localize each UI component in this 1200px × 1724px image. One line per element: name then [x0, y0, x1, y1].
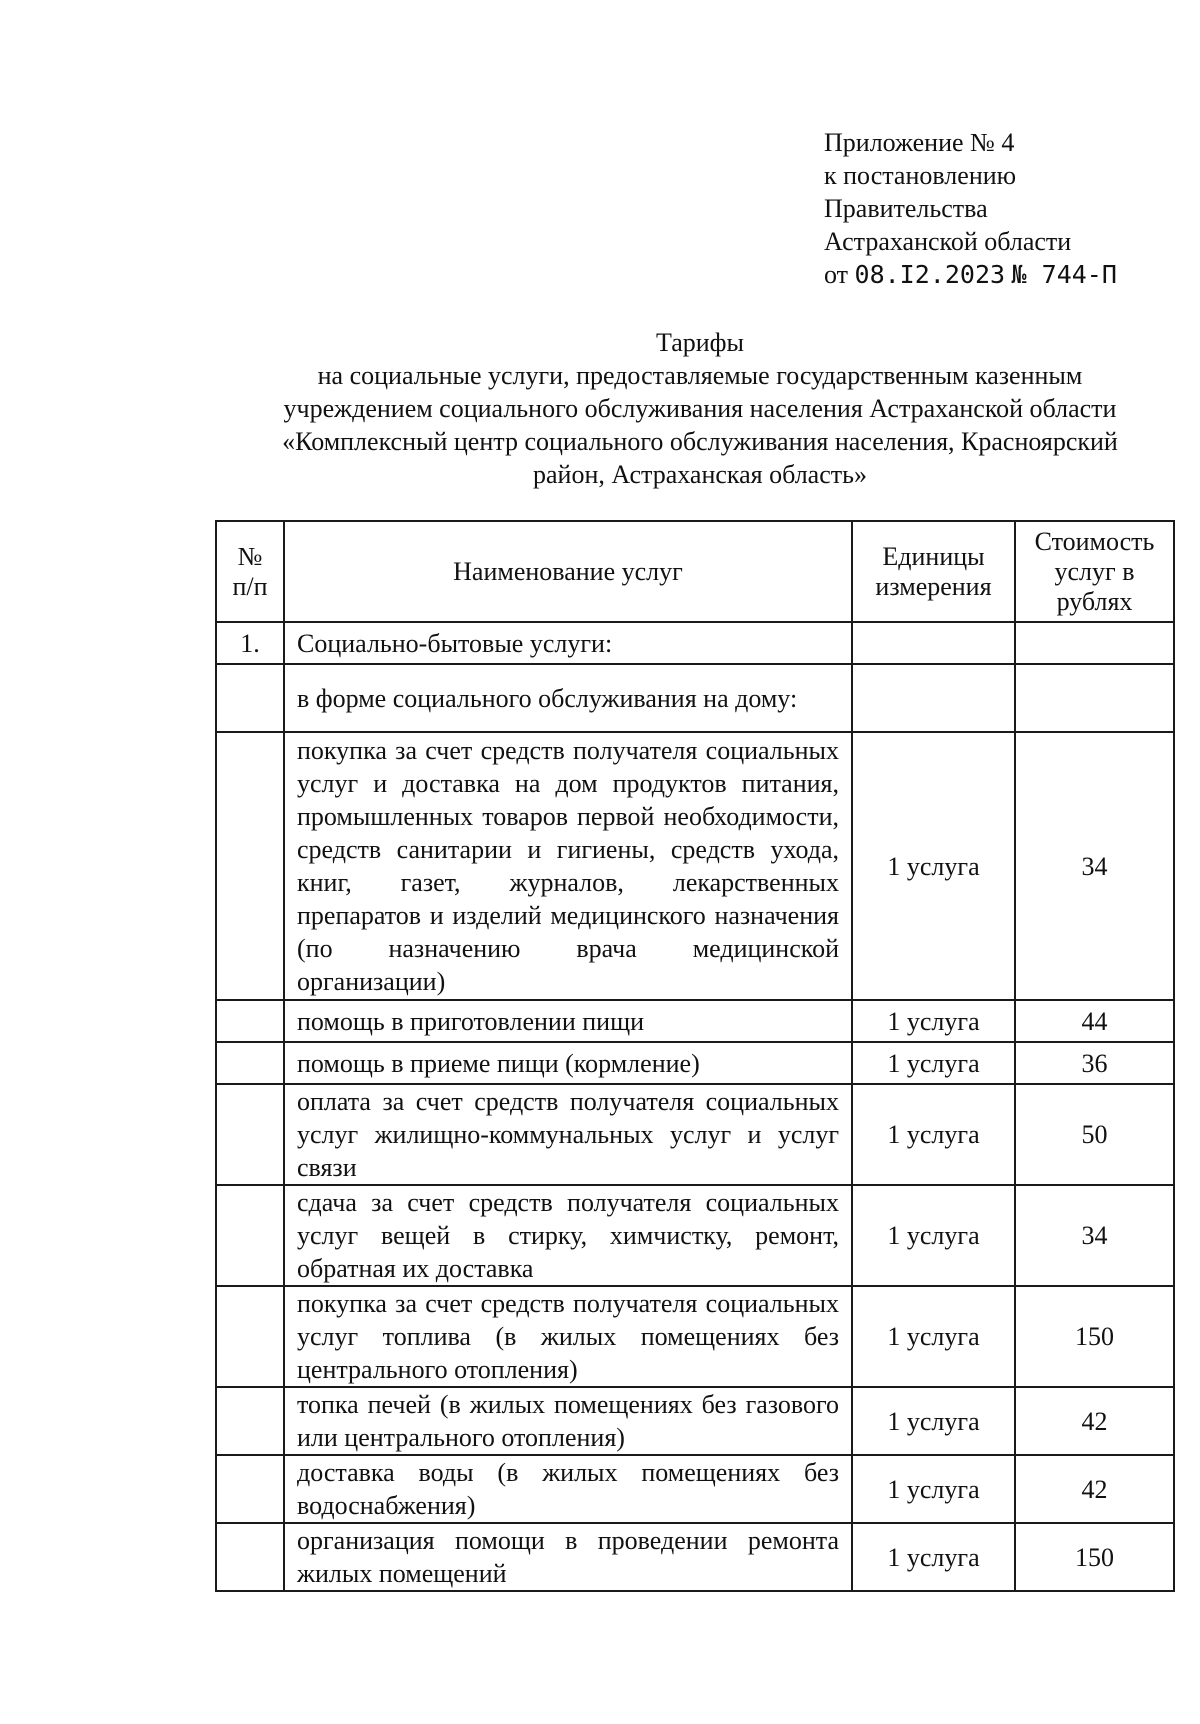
cell-cost: 42 [1015, 1387, 1174, 1455]
title-line: на социальные услуги, предоставляемые государственным казенным [317, 361, 1083, 390]
title-heading: Тарифы [655, 328, 744, 357]
cell-unit: 1 услуга [852, 1185, 1015, 1286]
header-unit: Единицы измерения [852, 521, 1015, 622]
annex-line: Приложение № 4 [824, 128, 1015, 157]
cell-cost [1015, 622, 1174, 664]
cell-name: Социально-бытовые услуги: [284, 622, 852, 664]
table-row [216, 622, 1174, 664]
table-body [216, 622, 1174, 1591]
cell-num [216, 732, 284, 1000]
annex-date: 08.I2.2023 [854, 260, 1006, 289]
cell-unit: 1 услуга [852, 1387, 1015, 1455]
annex-number: № 744-П [1011, 260, 1117, 289]
table-row [216, 664, 1174, 732]
cell-cost: 50 [1015, 1084, 1174, 1185]
cell-name: доставка воды (в жилых помещениях без водоснабжения) [284, 1455, 852, 1523]
annex-line: к постановлению [824, 161, 1017, 190]
cell-unit: 1 услуга [852, 1042, 1015, 1084]
cell-name: помощь в приеме пищи (кормление) [284, 1042, 852, 1084]
cell-unit: 1 услуга [852, 732, 1015, 1000]
cell-unit: 1 услуга [852, 1523, 1015, 1591]
cell-num [216, 1455, 284, 1523]
annex-date-line [824, 258, 1117, 291]
cell-cost [1015, 664, 1174, 732]
cell-num [216, 1000, 284, 1042]
tariffs-table [215, 520, 1175, 1592]
header-cost: Стоимость услуг в рублях [1015, 521, 1174, 622]
cell-num [216, 1185, 284, 1286]
cell-name: покупка за счет средств получателя социальных услуг топлива (в жилых помещениях без центрального отопления) [284, 1286, 852, 1387]
annex-line: Правительства [824, 194, 988, 223]
document-title [200, 326, 1200, 491]
title-line: «Комплексный центр социального обслуживания населения, Красноярский [282, 427, 1118, 456]
cell-name: организация помощи в проведении ремонта жилых помещений [284, 1523, 852, 1591]
cell-num [216, 1286, 284, 1387]
cell-num [216, 1387, 284, 1455]
cell-unit: 1 услуга [852, 1084, 1015, 1185]
cell-cost: 34 [1015, 1185, 1174, 1286]
cell-unit: 1 услуга [852, 1000, 1015, 1042]
cell-unit: 1 услуга [852, 1455, 1015, 1523]
cell-num [216, 664, 284, 732]
table-row [216, 1000, 1174, 1042]
cell-cost: 44 [1015, 1000, 1174, 1042]
table-header-row [216, 521, 1174, 622]
table-row [216, 1455, 1174, 1523]
cell-cost: 42 [1015, 1455, 1174, 1523]
header-name: Наименование услуг [284, 521, 852, 622]
cell-cost: 36 [1015, 1042, 1174, 1084]
cell-name: в форме социального обслуживания на дому: [284, 664, 852, 732]
cell-num: 1. [216, 622, 284, 664]
cell-unit [852, 622, 1015, 664]
table-row [216, 1185, 1174, 1286]
cell-cost: 34 [1015, 732, 1174, 1000]
title-line: район, Астраханская область» [532, 460, 867, 489]
title-line: учреждением социального обслуживания населения Астраханской области [283, 394, 1117, 423]
cell-num [216, 1042, 284, 1084]
table-row [216, 1523, 1174, 1591]
cell-unit [852, 664, 1015, 732]
annex-block [824, 126, 1117, 291]
table-row [216, 732, 1174, 1000]
cell-name: помощь в приготовлении пищи [284, 1000, 852, 1042]
table-row [216, 1286, 1174, 1387]
table-row [216, 1042, 1174, 1084]
cell-name: сдача за счет средств получателя социальных услуг вещей в стирку, химчистку, ремонт, обратная их доставка [284, 1185, 852, 1286]
cell-name: топка печей (в жилых помещениях без газового или центрального отопления) [284, 1387, 852, 1455]
cell-num [216, 1084, 284, 1185]
cell-cost: 150 [1015, 1523, 1174, 1591]
cell-name: покупка за счет средств получателя социальных услуг и доставка на дом продуктов питания, промышленных товаров первой необходимости, средств санитарии и гигиены, средств ухода, книг, газет, журналов, лекарственных препаратов и изделий медицинского назначения (по назначению врача медицинской организации) [284, 732, 852, 1000]
header-num: № п/п [216, 521, 284, 622]
cell-num [216, 1523, 284, 1591]
table-row [216, 1387, 1174, 1455]
annex-date-prefix: от [824, 260, 849, 289]
cell-name: оплата за счет средств получателя социальных услуг жилищно-коммунальных услуг и услуг связи [284, 1084, 852, 1185]
table-row [216, 1084, 1174, 1185]
cell-cost: 150 [1015, 1286, 1174, 1387]
annex-line: Астраханской области [824, 227, 1072, 256]
cell-unit: 1 услуга [852, 1286, 1015, 1387]
